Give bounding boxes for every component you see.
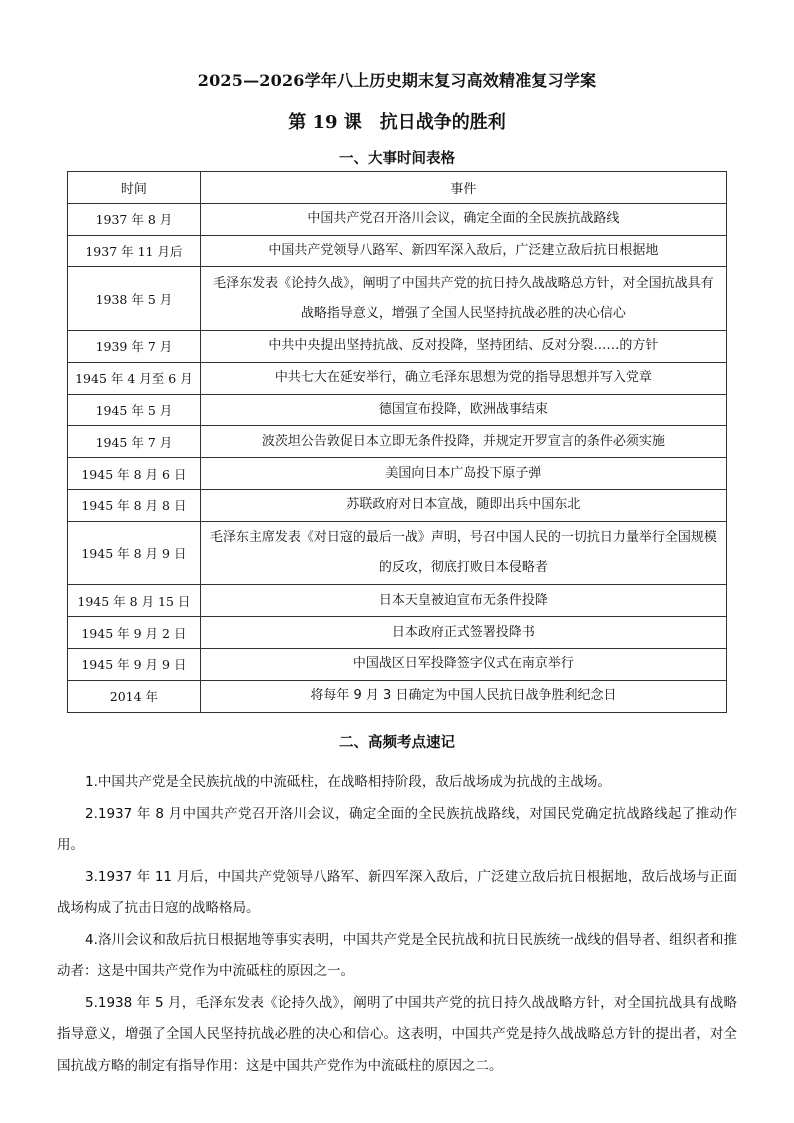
time-cell: 2014 年 [68,680,201,712]
time-cell: 1945 年 8 月 15 日 [68,585,201,617]
column-header-time: 时间 [68,172,201,204]
key-point-paragraph: 1.中国共产党是全民族抗战的中流砥柱，在战略相持阶段，敌后战场成为抗战的主战场。 [85,774,611,790]
time-cell: 1938 年 5 月 [68,267,201,331]
event-cell: 中国共产党召开洛川会议，确定全面的全民族抗战路线 [200,203,726,235]
event-cell: 波茨坦公告敦促日本立即无条件投降，并规定开罗宣言的条件必须实施 [200,426,726,458]
event-cell: 中共中央提出坚持抗战、反对投降，坚持团结、反对分裂……的方针 [200,330,726,362]
event-cell: 美国向日本广岛投下原子弹 [200,458,726,490]
event-cell: 毛泽东主席发表《对日寇的最后一战》声明，号召中国人民的一切抗日力量举行全国规模的反攻，彻底打败日本侵略者 [200,521,726,585]
column-header-event: 事件 [200,172,726,204]
event-cell: 苏联政府对日本宣战，随即出兵中国东北 [200,489,726,521]
event-cell: 日本政府正式签署投降书 [200,617,726,649]
time-cell: 1945 年 8 月 9 日 [68,521,201,585]
section-heading-key-points: 二、高频考点速记 [339,734,455,751]
table-row [68,426,727,458]
key-point-paragraph: 5.1938 年 5 月，毛泽东发表《论持久战》，阐明了中国共产党的抗日持久战战略方针，对全国抗战具有战略指导意义，增强了全国人民坚持抗战必胜的决心和信心。这表明，中国共产党是持久战战略总方针的提出者，对全国抗战方略的制定有指导作用：这是中国共产党作为中流砥柱的原因之二。 [57,994,737,1074]
table-row [68,203,727,235]
document-title: 2025—2026学年八上历史期末复习高效精准复习学案 [197,71,597,90]
table-row [68,617,727,649]
table-row [68,648,727,680]
time-cell: 1945 年 7 月 [68,426,201,458]
event-cell: 日本天皇被迫宣布无条件投降 [200,585,726,617]
time-cell: 1937 年 11 月后 [68,235,201,267]
event-cell: 中国战区日军投降签字仪式在南京举行 [200,648,726,680]
lesson-title: 第 19 课 抗日战争的胜利 [288,112,506,133]
event-cell: 将每年 9 月 3 日确定为中国人民抗日战争胜利纪念日 [200,680,726,712]
table-header-row [68,172,727,204]
table-row [68,521,727,585]
time-cell: 1945 年 5 月 [68,394,201,426]
table-row [68,680,727,712]
table-row [68,267,727,331]
time-cell: 1937 年 8 月 [68,203,201,235]
table-row [68,362,727,394]
table-row [68,585,727,617]
time-cell: 1945 年 9 月 2 日 [68,617,201,649]
section-heading-timeline: 一、大事时间表格 [339,150,455,167]
event-cell: 毛泽东发表《论持久战》，阐明了中国共产党的抗日持久战战略总方针，对全国抗战具有战略指导意义，增强了全国人民坚持抗战必胜的决心信心 [200,267,726,331]
table-row [68,489,727,521]
time-cell: 1945 年 4 月至 6 月 [68,362,201,394]
key-points-list [57,767,737,1082]
table-row [68,458,727,490]
time-cell: 1945 年 8 月 6 日 [68,458,201,490]
table-row [68,330,727,362]
events-table [67,171,727,713]
key-point-paragraph: 2.1937 年 8 月中国共产党召开洛川会议，确定全面的全民族抗战路线，对国民党确定抗战路线起了推动作用。 [57,805,737,853]
time-cell: 1945 年 9 月 9 日 [68,648,201,680]
time-cell: 1945 年 8 月 8 日 [68,489,201,521]
key-point-paragraph: 3.1937 年 11 月后，中国共产党领导八路军、新四军深入敌后，广泛建立敌后抗日根据地，敌后战场与正面战场构成了抗击日寇的战略格局。 [57,868,737,916]
table-row [68,394,727,426]
time-cell: 1939 年 7 月 [68,330,201,362]
event-cell: 中共七大在延安举行，确立毛泽东思想为党的指导思想并写入党章 [200,362,726,394]
event-cell: 中国共产党领导八路军、新四军深入敌后，广泛建立敌后抗日根据地 [200,235,726,267]
table-row [68,235,727,267]
event-cell: 德国宣布投降，欧洲战事结束 [200,394,726,426]
key-point-paragraph: 4.洛川会议和敌后抗日根据地等事实表明，中国共产党是全民抗战和抗日民族统一战线的倡导者、组织者和推动者：这是中国共产党作为中流砥柱的原因之一。 [57,931,737,979]
